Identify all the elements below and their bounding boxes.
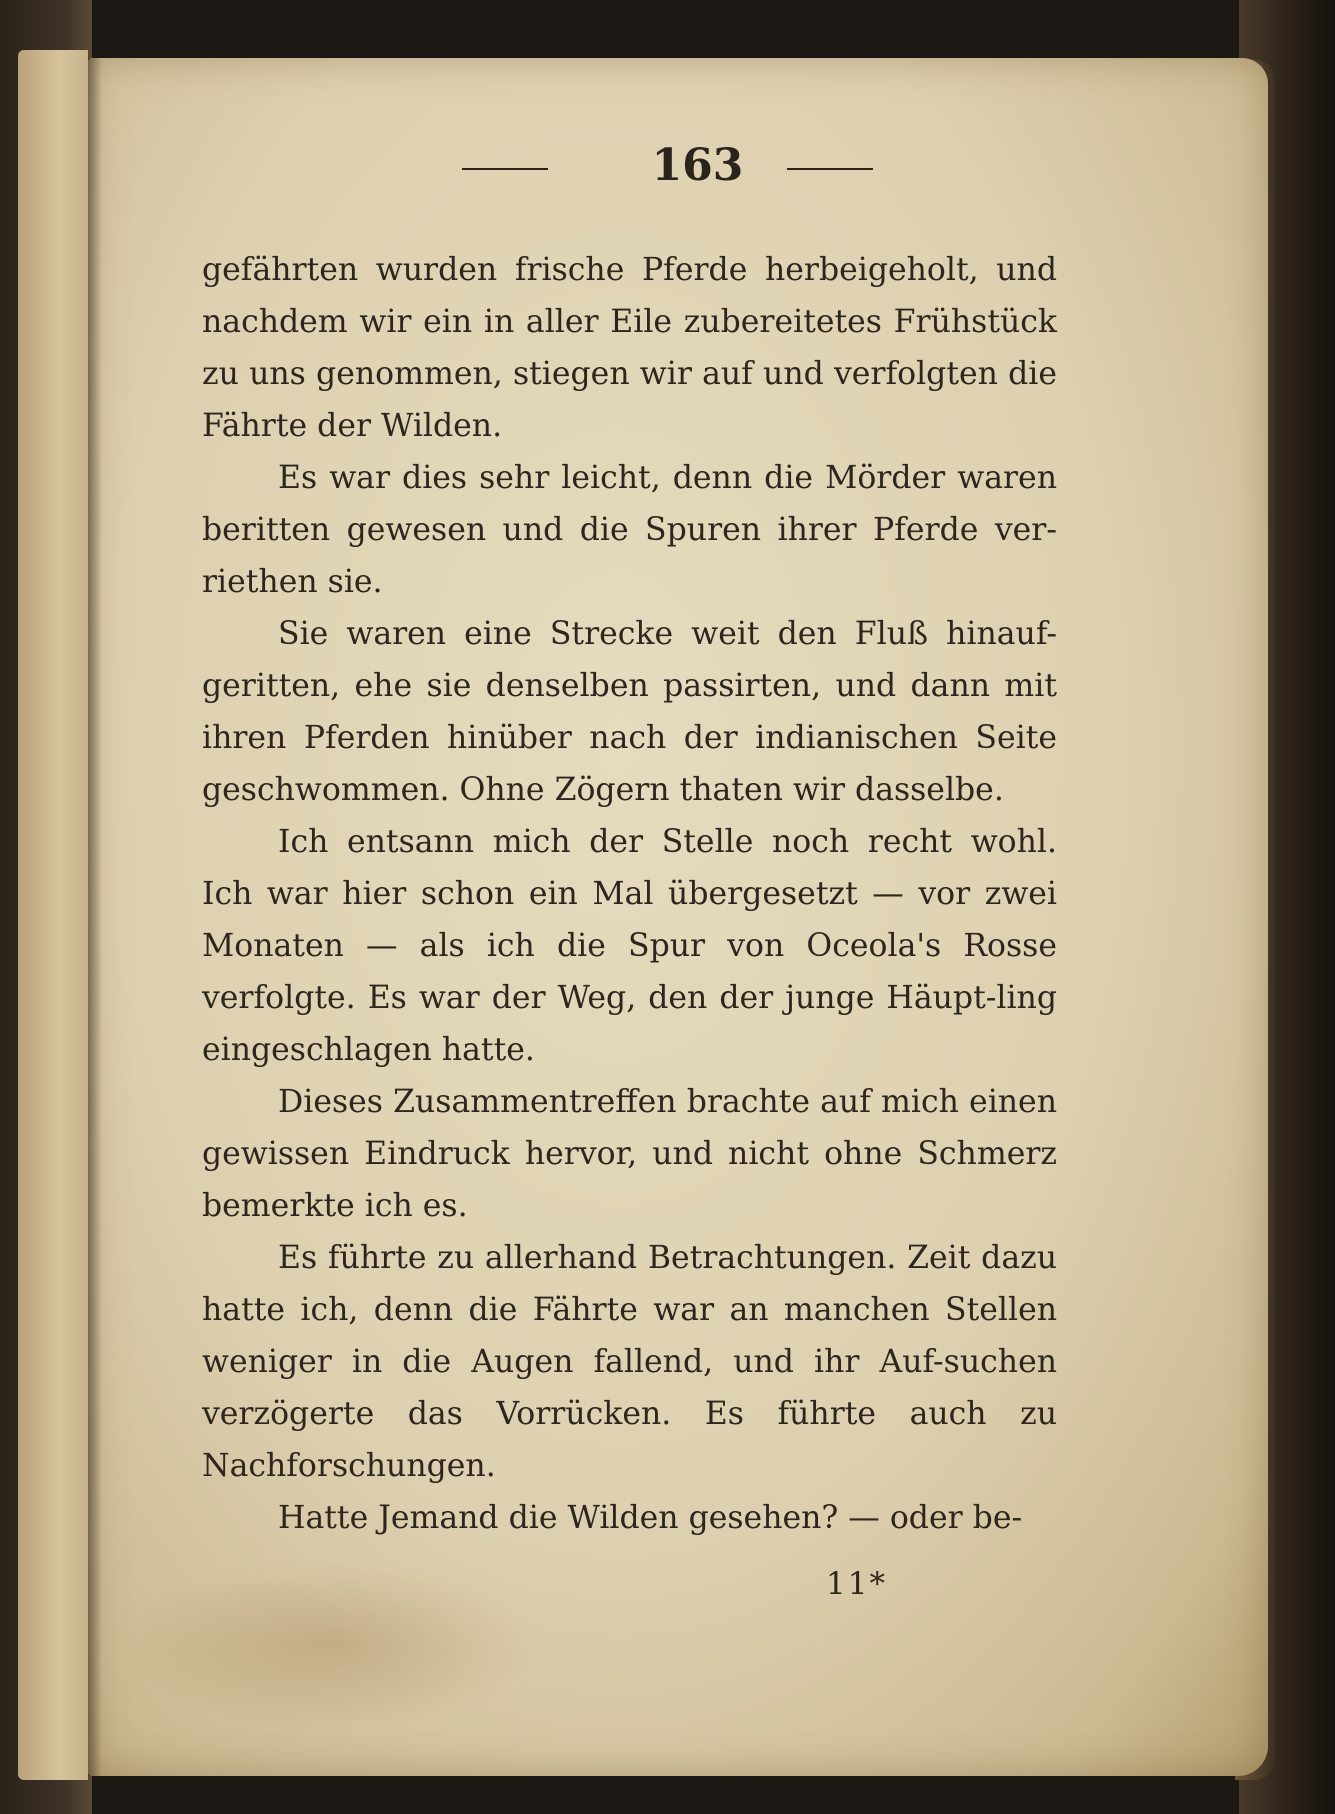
header-rule-left: [462, 168, 548, 170]
paragraph-2: Es war dies sehr leicht, denn die Mörder waren beritten gewesen und die Spuren ihrer Pferde ver-riethen sie.: [202, 460, 1057, 600]
paragraph-1: gefährten wurden frische Pferde herbeigeholt, und nachdem wir ein in aller Eile zubereitetes Frühstück zu uns genommen, stiegen wir auf und verfolgten die Fährte der Wilden.: [202, 252, 1057, 444]
body-text: [202, 244, 1057, 1544]
signature-mark: 11*: [826, 1566, 887, 1602]
paragraph-6: Es führte zu allerhand Betrachtungen. Zeit dazu hatte ich, denn die Fährte war an manchen Stellen weniger in die Augen fallend, und ihr Auf-suchen verzögerte das Vorrücken. Es führte auch zu Nachforschungen.: [202, 1240, 1057, 1484]
facing-page-edge: [18, 50, 88, 1780]
paragraph-4: Ich entsann mich der Stelle noch recht wohl. Ich war hier schon ein Mal übergesetzt — vor zwei Monaten — als ich die Spur von Oceola's Rosse verfolgte. Es war der Weg, den der junge Häupt-ling eingeschlagen hatte.: [202, 824, 1057, 1068]
paragraph-3: Sie waren eine Strecke weit den Fluß hinauf-geritten, ehe sie denselben passirten, und dann mit ihren Pferden hinüber nach der indianischen Seite geschwommen. Ohne Zögern thaten wir dasselbe.: [202, 616, 1057, 808]
page-number: 163: [651, 140, 744, 191]
paragraph-5: Dieses Zusammentreffen brachte auf mich einen gewissen Eindruck hervor, und nicht ohne Schmerz bemerkte ich es.: [202, 1084, 1057, 1224]
page-header: [0, 140, 1335, 191]
page-gutter-shadow: [88, 58, 102, 1776]
header-rule-right: [787, 168, 873, 170]
paragraph-7: Hatte Jemand die Wilden gesehen? — oder be-: [278, 1500, 1023, 1536]
page-stain: [120, 1560, 540, 1730]
